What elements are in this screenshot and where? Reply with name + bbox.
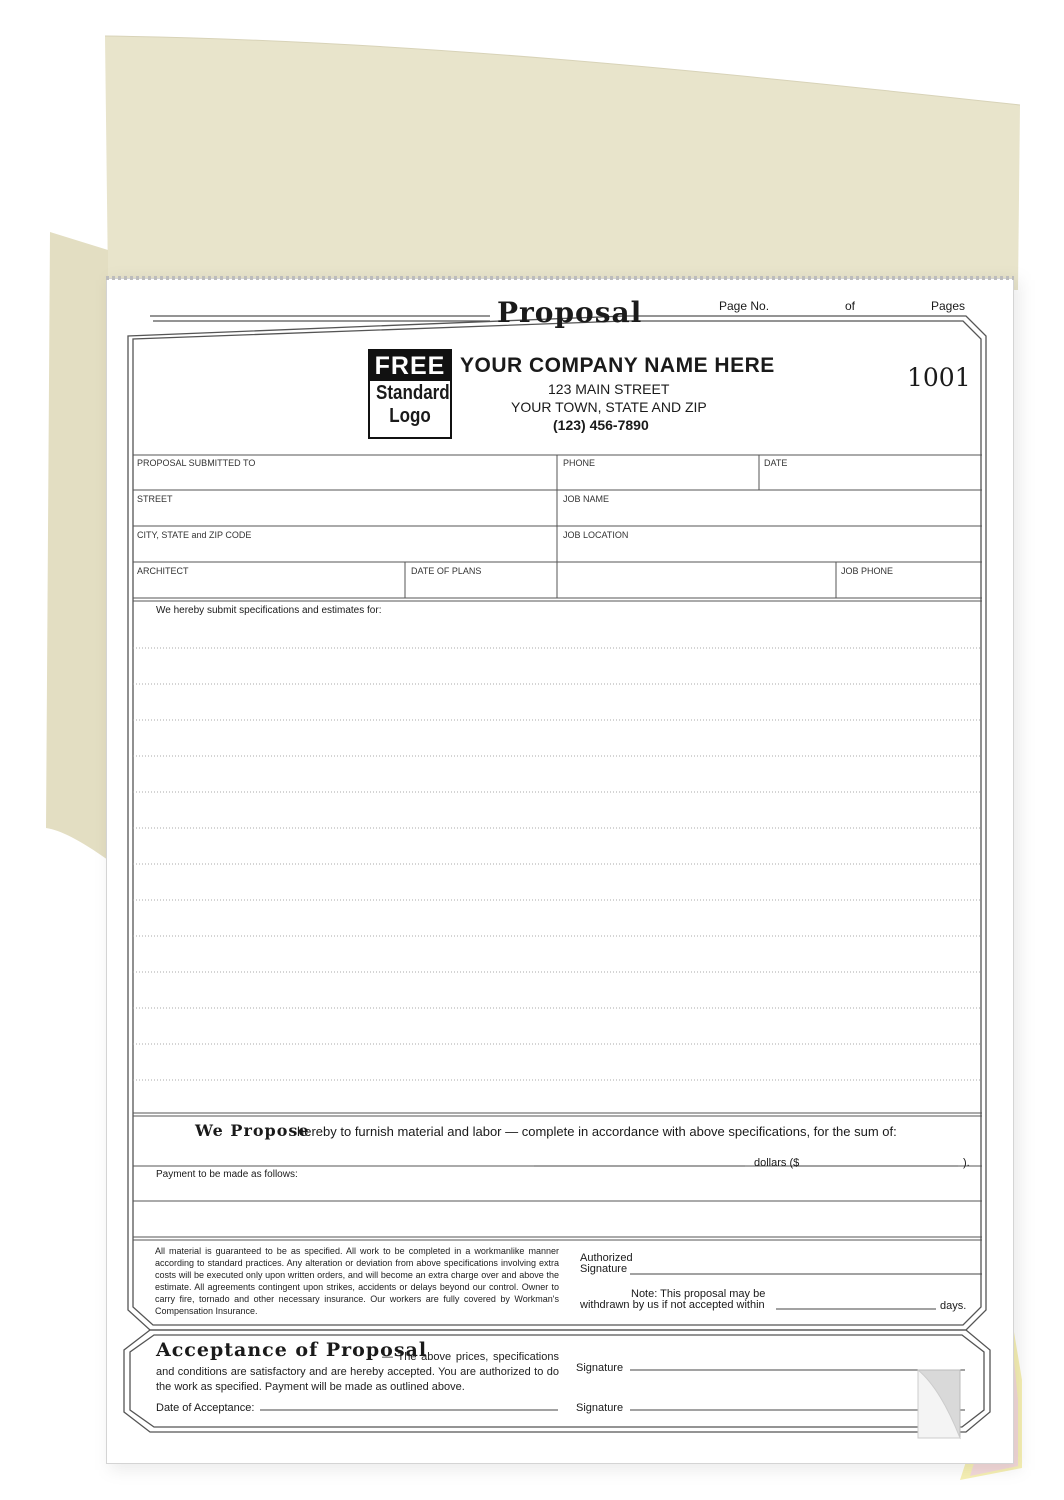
note-line-1: Note: This proposal may be bbox=[631, 1288, 766, 1300]
page-of-label: of bbox=[845, 299, 856, 313]
date-field[interactable]: DATE bbox=[764, 458, 788, 468]
note-line-2: withdrawn by us if not accepted within bbox=[580, 1299, 765, 1311]
phone-field[interactable]: PHONE bbox=[563, 458, 596, 468]
dollars-close: ). bbox=[963, 1157, 970, 1169]
payment-label: Payment to be made as follows: bbox=[156, 1169, 298, 1180]
logo bbox=[368, 349, 452, 439]
days-label: days. bbox=[940, 1300, 967, 1312]
company-name: YOUR COMPANY NAME HERE bbox=[460, 354, 775, 377]
logo-free: FREE bbox=[370, 351, 450, 381]
form-title: Proposal bbox=[497, 296, 643, 329]
architect-field[interactable]: ARCHITECT bbox=[137, 566, 189, 576]
job-name-field[interactable]: JOB NAME bbox=[563, 494, 610, 504]
submitted-to-field[interactable]: PROPOSAL SUBMITTED TO bbox=[137, 458, 256, 468]
company-phone: (123) 456-7890 bbox=[553, 417, 649, 433]
city-field[interactable]: CITY, STATE and ZIP CODE bbox=[137, 530, 252, 540]
dollars-label: dollars ($ bbox=[754, 1157, 800, 1169]
signature-label-2: Signature bbox=[576, 1402, 624, 1414]
we-propose-text: hereby to furnish material and labor — complete in accordance with above specifications, for the sum of: bbox=[297, 1124, 897, 1139]
page-no-label: Page No. bbox=[719, 299, 770, 313]
acceptance-heading: Acceptance of Proposal bbox=[156, 1339, 428, 1361]
company-street: 123 MAIN STREET bbox=[548, 381, 670, 397]
job-location-field[interactable]: JOB LOCATION bbox=[563, 530, 629, 540]
we-propose-heading: We Propose bbox=[195, 1121, 310, 1140]
form-number: 1001 bbox=[907, 363, 971, 392]
company-town: YOUR TOWN, STATE AND ZIP bbox=[511, 399, 707, 415]
acceptance-text: — The above prices, specifications and conditions are satisfactory and are hereby accepted. You are authorized to do the work as specified. Payment will be made as outlined above. bbox=[156, 1351, 559, 1393]
pages-label: Pages bbox=[931, 299, 966, 313]
date-of-acceptance-label: Date of Acceptance: bbox=[156, 1402, 255, 1414]
date-of-plans-field[interactable]: DATE OF PLANS bbox=[411, 566, 482, 576]
logo-standard: Standard bbox=[376, 382, 450, 404]
signature-label-1: Signature bbox=[576, 1362, 624, 1374]
authorized-label-1: Authorized bbox=[580, 1252, 633, 1264]
logo-logo: Logo bbox=[389, 405, 431, 427]
job-phone-field[interactable]: JOB PHONE bbox=[841, 566, 894, 576]
specifications-area[interactable] bbox=[133, 620, 982, 1112]
specifications-label: We hereby submit specifications and estimates for: bbox=[156, 605, 382, 616]
guarantee-text: All material is guaranteed to be as specified. All work to be completed in a workmanlike manner according to standard practices. Any alteration or deviation from above specifications involving extra costs will be executed only upon written orders, and will become an extra charge over and above the estimate. All agreements contingent upon strikes, accidents or delays beyond our control. Owner to carry fire, tornado and other necessary insurance. Our workers are fully covered by Workman's Compensation Insurance. bbox=[155, 1246, 559, 1316]
authorized-label-2: Signature bbox=[580, 1263, 628, 1275]
street-field[interactable]: STREET bbox=[137, 494, 173, 504]
